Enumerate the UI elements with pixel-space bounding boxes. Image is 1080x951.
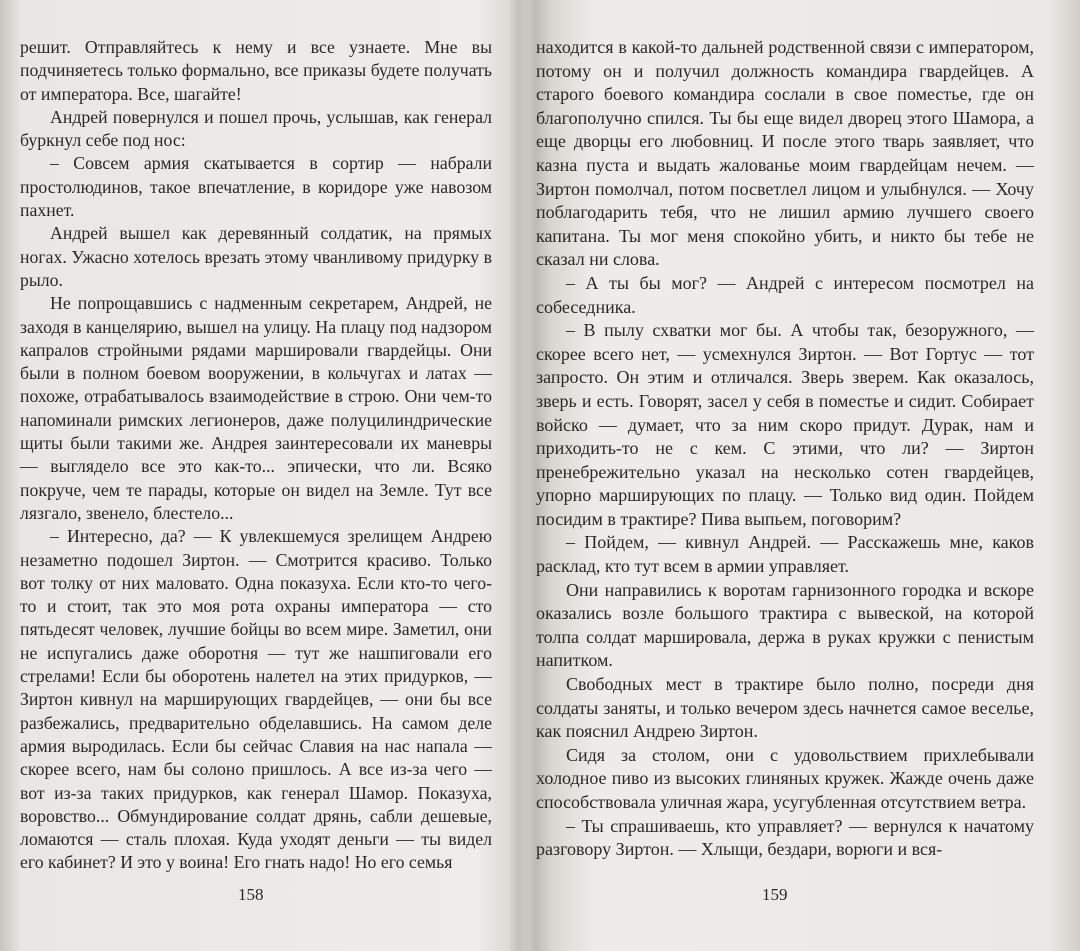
page-number-left: 158 (238, 885, 264, 904)
book-gutter (508, 0, 530, 951)
paragraph: решит. Отправляйтесь к нему и все узнаете. Мне вы подчиняетесь только формально, все приказы будете получать от императора. Все, шагайте! (20, 37, 492, 104)
paragraph: Андрей вышел как деревянный солдатик, на прямых ногах. Ужасно хотелось врезать этому чванливому придурку в рыло. (20, 223, 492, 290)
paragraph: – Интересно, да? — К увлекшемуся зрелищем Андрею незаметно подошел Зиртон. — Смотрится красиво. Только вот толку от них маловато. Одна показуха. Если кто-то чего-то и стоит, так это моя рота охраны императора — сто пятьдесят человек, лучшие бойцы во всем мире. Заметил, они не испугались даже оборотня — тут же нашпиговали его стрелами! Если бы оборотень налетел на этих придурков, — Зиртон кивнул на марширующих гвардейцев, — они бы все разбежались, предварительно обделавшись. На самом деле армия выродилась. Если бы сейчас Славия на нас напала — скорее всего, нам бы солоно пришлось. А все из-за чего — вот из-за таких придурков, как генерал Шамор. Показуха, воровство... Обмундирование солдат дрянь, сабли дешевые, ломаются — сталь плохая. Куда уходят деньги — ты видел его кабинет? И это у воина! Его гнать надо! Но его семья (20, 526, 492, 873)
paragraph: Не попрощавшись с надменным секретарем, Андрей, не заходя в канцелярию, вышел на улицу. На плацу под надзором капралов стройными рядами маршировали гвардейцы. Они были в полном боевом вооружении, в кольчугах и латах — похоже, отрабатывалось взаимодействие в строю. Они чем-то напоминали римских легионеров, даже полуцилиндрические щиты были такими же. Андрея заинтересовали их маневры — выглядело все это как-то... эпически, что ли. Всяко покруче, чем те парады, которые он видел на Земле. Тут все лязгало, звенело, блестело... (20, 293, 492, 523)
paragraph: – Пойдем, — кивнул Андрей. — Расскажешь мне, каков расклад, кто тут всем в армии управляет. (536, 532, 1034, 577)
paragraph: – А ты бы мог? — Андрей с интересом посмотрел на собеседника. (536, 272, 1034, 317)
paragraph: находится в какой-то дальней родственной связи с императором, потому он и получил должность командира гвардейцев. А старого боевого командира сослали в свое поместье, где он благополучно спился. Ты бы еще видел дворец этого Шамора, а еще дворцы его любовниц. И после этого тварь заявляет, что казна пуста и выдать жалованье моим гвардейцам нечем. — Зиртон помолчал, потом посветлел лицом и улыбнулся. — Хочу поблагодарить тебя, что не лишил армию лучшего своего капитана. Ты мог меня спокойно убить, и никто бы тебе не сказал ни слова. (536, 37, 1034, 270)
right-page-text (536, 36, 1034, 862)
paragraph: Андрей повернулся и пошел прочь, услышав, как генерал буркнул себе под нос: (20, 106, 492, 151)
paragraph: – Совсем армия скатывается в сортир — набрали простолюдинов, такое впечатление, в коридоре уже навозом пахнет. (20, 153, 492, 221)
paragraph: – В пылу схватки мог бы. А чтобы так, безоружного, — скорее всего нет, — усмехнулся Зиртон. — Вот Гортус — тот запросто. Он этим и отличался. Зверь зверем. Как оказалось, зверь и есть. Говорят, засел у себя в поместье и сидит. Собирает войско — думает, что за ним скоро придут. Дурак, нам и приходить-то не с кем. С этими, что ли? — Зиртон пренебрежительно указал на несколько сотен гвардейцев, упорно марширующих по плацу. — Только вид один. Пойдем посидим в трактире? Пива выпьем, поговорим? (536, 320, 1034, 529)
paragraph: – Ты спрашиваешь, кто управляет? — вернулся к начатому разговору Зиртон. — Хлыщи, бездари, ворюги и вся- (536, 815, 1034, 860)
left-page-text (20, 36, 492, 875)
page-number-right: 159 (762, 885, 788, 904)
paragraph: Сидя за столом, они с удовольствием прихлебывали холодное пиво из высоких глиняных кружек. Жажде очень даже способствовала уличная жара, усугубленная отсутствием ветра. (536, 744, 1034, 812)
paragraph: Они направились к воротам гарнизонного городка и вскоре оказались возле большого трактира с вывеской, на которой толпа солдат маршировала, держа в руках кружки с пенистым напитком. (536, 579, 1034, 671)
paragraph: Свободных мест в трактире было полно, посреди дня солдаты заняты, и только вечером здесь начнется самое веселье, как пояснил Андрею Зиртон. (536, 674, 1034, 742)
